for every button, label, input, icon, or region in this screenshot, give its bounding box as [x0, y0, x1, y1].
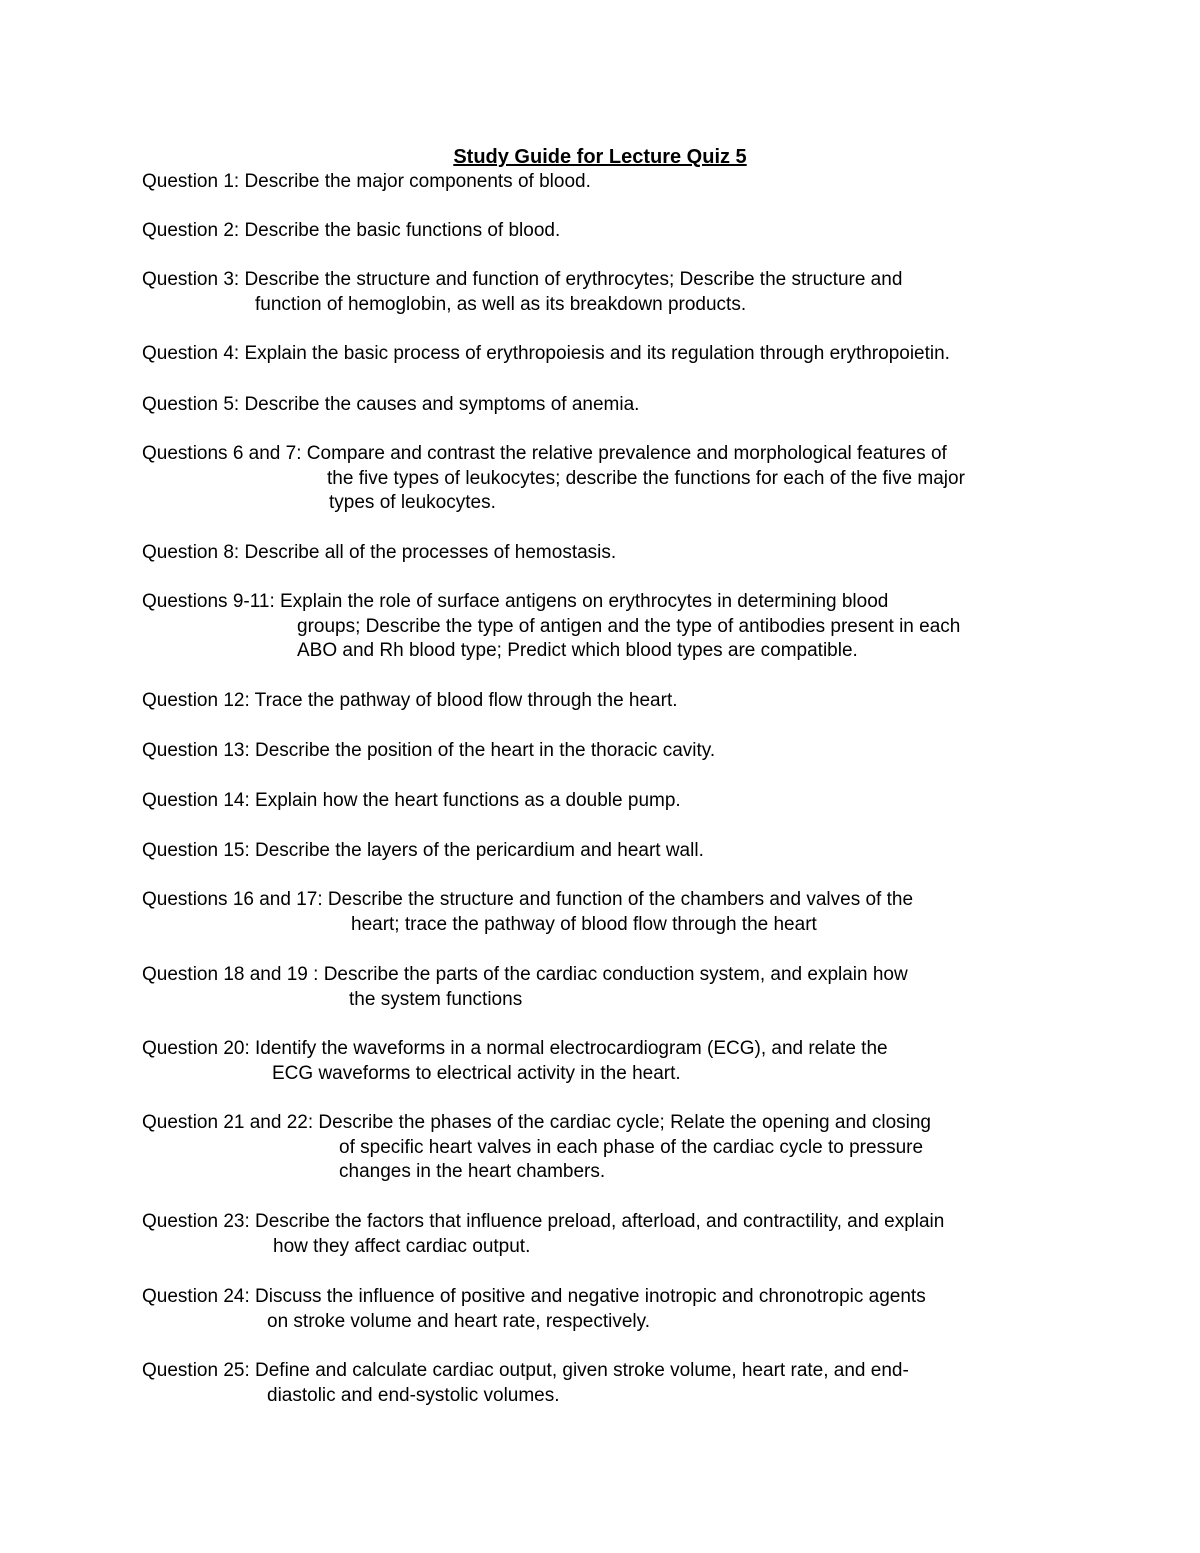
- question-line: on stroke volume and heart rate, respectively.: [267, 1310, 651, 1332]
- question-item: [142, 393, 1072, 418]
- question-item: [142, 839, 1072, 864]
- question-line: Question 2: Describe the basic functions of blood.: [142, 220, 561, 241]
- question-line: Question 5: Describe the causes and symptoms of anemia.: [142, 394, 640, 415]
- question-item: [142, 342, 1072, 367]
- question-line: Question 3: Describe the structure and function of erythrocytes; Describe the structure and: [142, 269, 903, 290]
- question-item: [142, 442, 1072, 516]
- question-line: the five types of leukocytes; describe the functions for each of the five major: [327, 467, 965, 489]
- question-line: groups; Describe the type of antigen and the type of antibodies present in each: [297, 615, 961, 637]
- question-line: types of leukocytes.: [329, 492, 496, 513]
- question-line: Question 4: Explain the basic process of erythropoiesis and its regulation through erythropoietin.: [142, 343, 950, 364]
- question-line: Questions 9-11: Explain the role of surface antigens on erythrocytes in determining blood: [142, 591, 889, 612]
- question-item: [142, 219, 1072, 244]
- question-item: [142, 1037, 1072, 1086]
- question-item: [142, 739, 1072, 764]
- question-item: [142, 1359, 1072, 1408]
- question-item: [142, 888, 1072, 937]
- question-line: diastolic and end-systolic volumes.: [267, 1384, 560, 1406]
- question-line: how they affect cardiac output.: [273, 1235, 531, 1257]
- question-line: Question 8: Describe all of the processes of hemostasis.: [142, 542, 617, 563]
- question-line: Question 1: Describe the major components of blood.: [142, 171, 591, 192]
- question-line: Question 21 and 22: Describe the phases of the cardiac cycle; Relate the opening and closing: [142, 1112, 932, 1133]
- question-line: Question 25: Define and calculate cardiac output, given stroke volume, heart rate, and end-: [142, 1360, 909, 1381]
- question-line: Question 14: Explain how the heart functions as a double pump.: [142, 790, 681, 811]
- question-item: [142, 170, 1072, 195]
- page-title: Study Guide for Lecture Quiz 5: [453, 146, 747, 168]
- question-line: Question 13: Describe the position of the heart in the thoracic cavity.: [142, 740, 716, 761]
- question-item: [142, 789, 1072, 814]
- question-line: Question 12: Trace the pathway of blood flow through the heart.: [142, 690, 678, 711]
- question-line: heart; trace the pathway of blood flow through the heart: [351, 913, 817, 935]
- question-item: [142, 963, 1072, 1012]
- question-line: Question 18 and 19 : Describe the parts of the cardiac conduction system, and explain how: [142, 964, 908, 985]
- question-line: ABO and Rh blood type; Predict which blood types are compatible.: [297, 640, 858, 661]
- question-item: [142, 1210, 1072, 1259]
- question-line: Questions 6 and 7: Compare and contrast the relative prevalence and morphological features of: [142, 443, 947, 464]
- question-line: Question 23: Describe the factors that influence preload, afterload, and contractility, and explain: [142, 1211, 945, 1232]
- question-item: [142, 689, 1072, 714]
- question-item: [142, 268, 1072, 317]
- question-line: changes in the heart chambers.: [339, 1161, 606, 1182]
- question-line: of specific heart valves in each phase of the cardiac cycle to pressure: [339, 1136, 924, 1158]
- question-line: function of hemoglobin, as well as its breakdown products.: [255, 293, 747, 315]
- question-item: [142, 1285, 1072, 1334]
- question-line: Questions 16 and 17: Describe the structure and function of the chambers and valves of the: [142, 889, 914, 910]
- question-item: [142, 1111, 1072, 1185]
- question-item: [142, 590, 1072, 664]
- question-line: Question 20: Identify the waveforms in a normal electrocardiogram (ECG), and relate the: [142, 1038, 888, 1059]
- question-item: [142, 541, 1072, 566]
- question-line: ECG waveforms to electrical activity in the heart.: [272, 1062, 681, 1084]
- question-line: the system functions: [349, 988, 523, 1010]
- question-line: Question 15: Describe the layers of the pericardium and heart wall.: [142, 840, 704, 861]
- question-line: Question 24: Discuss the influence of positive and negative inotropic and chronotropic agents: [142, 1286, 926, 1307]
